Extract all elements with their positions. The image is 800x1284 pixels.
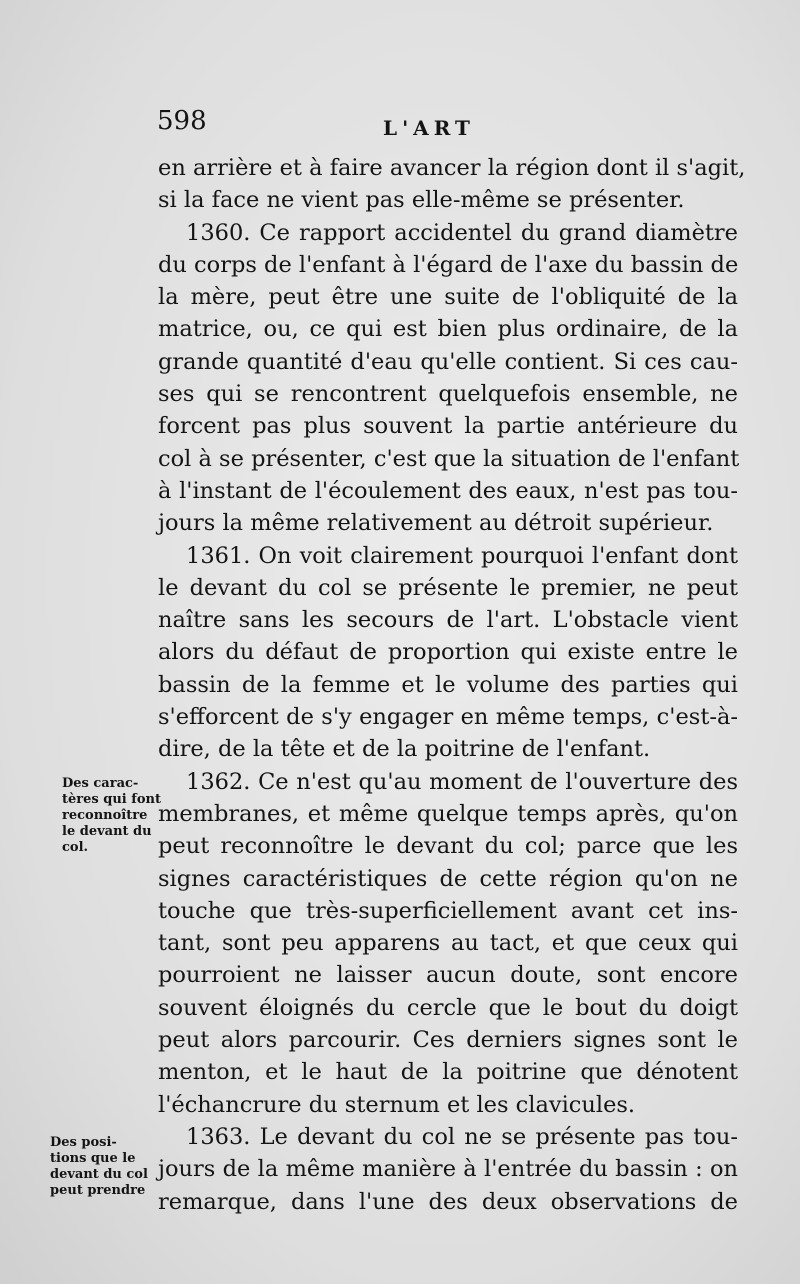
text-line: ses qui se rencontrent quelquefois ensemble, ne (158, 381, 738, 408)
text-line: jours de la même manière à l'entrée du bassin : on (158, 1156, 738, 1183)
text-line: tant, sont peu apparens au tact, et que ceux qui (158, 930, 738, 957)
text-line: en arrière et à faire avancer la région dont il s'agit, (158, 155, 746, 181)
text-line: le devant du col se présente le premier, ne peut (158, 574, 738, 601)
text-line: naître sans les secours de l'art. L'obstacle vient (158, 607, 738, 634)
text-line: du corps de l'enfant à l'égard de l'axe du bassin de (158, 251, 739, 278)
margin-note-line: devant du col (50, 1167, 148, 1182)
running-head: L'ART (383, 116, 475, 140)
text-line: dire, de la tête et de la poitrine de l'enfant. (158, 736, 651, 763)
text-line: signes caractéristiques de cette région qu'on ne (158, 865, 738, 892)
text-line: menton, et le haut de la poitrine que dénotent (158, 1059, 738, 1086)
text-line: touche que très-superficiellement avant cet ins- (158, 897, 738, 924)
text-line: l'échancrure du sternum et les clavicules. (158, 1091, 636, 1118)
body-text (158, 152, 746, 1218)
text-line: 1361. On voit clairement pourquoi l'enfant dont (186, 542, 738, 569)
text-line: bassin de la femme et le volume des parties qui (158, 671, 738, 698)
text-line: membranes, et même quelque temps après, qu'on (158, 800, 738, 827)
margin-note-positions (50, 1135, 148, 1199)
page-number: 598 (157, 106, 207, 136)
text-line: 1363. Le devant du col ne se présente pas tou- (186, 1123, 738, 1150)
margin-note-line: tions que le (50, 1151, 136, 1166)
text-line: s'efforcent de s'y engager en même temps, c'est-à- (158, 704, 738, 731)
margin-note-line: reconnoître (62, 808, 148, 823)
text-line: matrice, ou, ce qui est bien plus ordinaire, de la (158, 316, 738, 343)
margin-note-characteristics (62, 776, 161, 856)
margin-note-line: tères qui font (62, 792, 161, 807)
margin-note-line: le devant du (62, 824, 152, 839)
text-line: 1362. Ce n'est qu'au moment de l'ouverture des (186, 768, 738, 795)
margin-note-line: col. (62, 840, 89, 855)
text-line: remarque, dans l'une des deux observations de (158, 1188, 738, 1215)
text-line: souvent éloignés du cercle que le bout du doigt (158, 994, 738, 1021)
text-line: à l'instant de l'écoulement des eaux, n'est pas tou- (158, 477, 738, 504)
text-line: peut alors parcourir. Ces derniers signes sont le (158, 1027, 738, 1054)
text-line: col à se présenter, c'est que la situation de l'enfant (158, 445, 740, 472)
margin-note-line: Des carac- (62, 776, 139, 791)
text-line: peut reconnoître le devant du col; parce que les (158, 833, 738, 860)
margin-note-line: peut prendre (50, 1183, 146, 1198)
text-line: pourroient ne laisser aucun doute, sont encore (158, 962, 738, 989)
text-line: jours la même relativement au détroit supérieur. (158, 510, 714, 537)
text-line: forcent pas plus souvent la partie antérieure du (158, 413, 738, 440)
text-line: alors du défaut de proportion qui existe entre le (158, 639, 738, 666)
text-line: si la face ne vient pas elle-même se présenter. (158, 187, 685, 214)
text-line: la mère, peut être une suite de l'obliquité de la (158, 284, 738, 311)
margin-note-line: Des posi- (50, 1135, 117, 1150)
text-line: 1360. Ce rapport accidentel du grand diamètre (186, 219, 738, 246)
text-line: grande quantité d'eau qu'elle contient. Si ces cau- (158, 348, 738, 375)
